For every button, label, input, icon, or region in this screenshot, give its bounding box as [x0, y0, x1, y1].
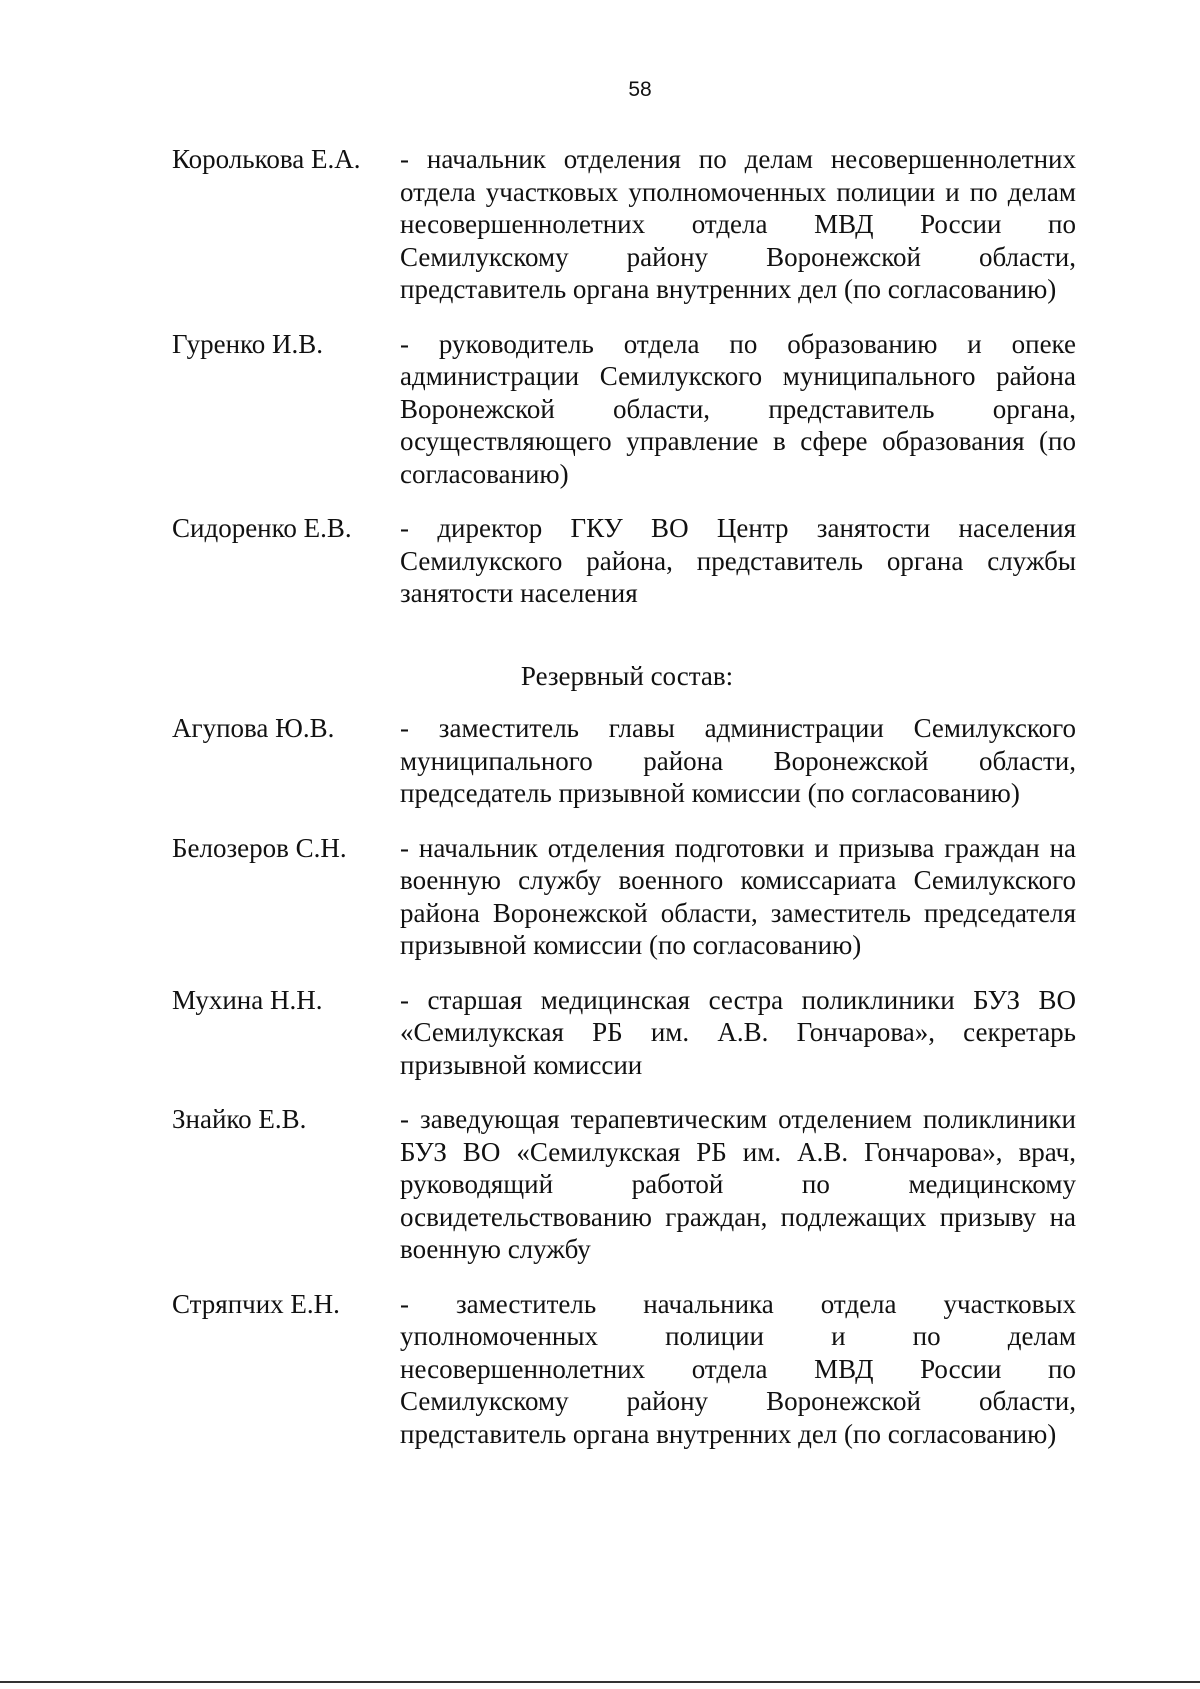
- member-name: Мухина Н.Н.: [172, 984, 323, 1015]
- reserve-heading: Резервный состав:: [520, 661, 734, 691]
- member-row: [172, 984, 1076, 1082]
- page-number: 58: [628, 78, 652, 101]
- member-role: - директор ГКУ ВО Центр занятости населения Семилукского района, представитель органа службы занятости населения: [400, 513, 1076, 608]
- member-role: - заместитель начальника отдела участковых уполномоченных полиции и по делам несовершеннолетних отдела МВД России по Семилукскому району Воронежской области, представитель органа внутренних дел (по согласованию): [400, 1288, 1076, 1449]
- member-row: [172, 832, 1076, 962]
- member-role: - начальник отделения подготовки и призыва граждан на военную службу военного комиссариата Семилукского района Воронежской области, заместитель председателя призывной комиссии (по согласованию): [400, 832, 1076, 960]
- member-row: [172, 1288, 1076, 1451]
- member-name: Агупова Ю.В.: [172, 713, 335, 743]
- member-row: [172, 143, 1076, 306]
- member-role: - заместитель главы администрации Семилукского муниципального района Воронежской области, председатель призывной комиссии (по согласованию): [400, 713, 1076, 808]
- member-row: [172, 712, 1076, 810]
- member-name: Королькова Е.А.: [172, 144, 361, 174]
- member-name: Сидоренко Е.В.: [172, 513, 352, 543]
- member-name: Стряпчих Е.Н.: [172, 1288, 340, 1319]
- member-role: - старшая медицинская сестра поликлиники БУЗ ВО «Семилукская РБ им. А.В. Гончарова», секретарь призывной комиссии: [400, 984, 1076, 1080]
- members-list-primary: [172, 143, 1076, 632]
- member-row: [172, 512, 1076, 610]
- member-row: [172, 1103, 1076, 1266]
- member-role: - руководитель отдела по образованию и опеке администрации Семилукского муниципального района Воронежской области, представитель органа, осуществляющего управление в сфере образования (по согласованию): [400, 328, 1076, 489]
- member-role: - начальник отделения по делам несовершеннолетних отдела участковых уполномоченных полиции и по делам несовершеннолетних отдела МВД России по Семилукскому району Воронежской области, представитель органа внутренних дел (по согласованию): [400, 144, 1076, 304]
- members-list-reserve: [172, 712, 1076, 1472]
- member-role: - заведующая терапевтическим отделением поликлиники БУЗ ВО «Семилукская РБ им. А.В. Гончарова», врач, руководящий работой по медицинскому освидетельствованию граждан, подлежащих призыву на военную службу: [400, 1104, 1076, 1264]
- member-row: [172, 328, 1076, 491]
- member-name: Знайко Е.В.: [172, 1104, 307, 1134]
- member-name: Гуренко И.В.: [172, 328, 324, 359]
- member-name: Белозеров С.Н.: [172, 832, 347, 863]
- scan-bottom-edge: [0, 1681, 1200, 1683]
